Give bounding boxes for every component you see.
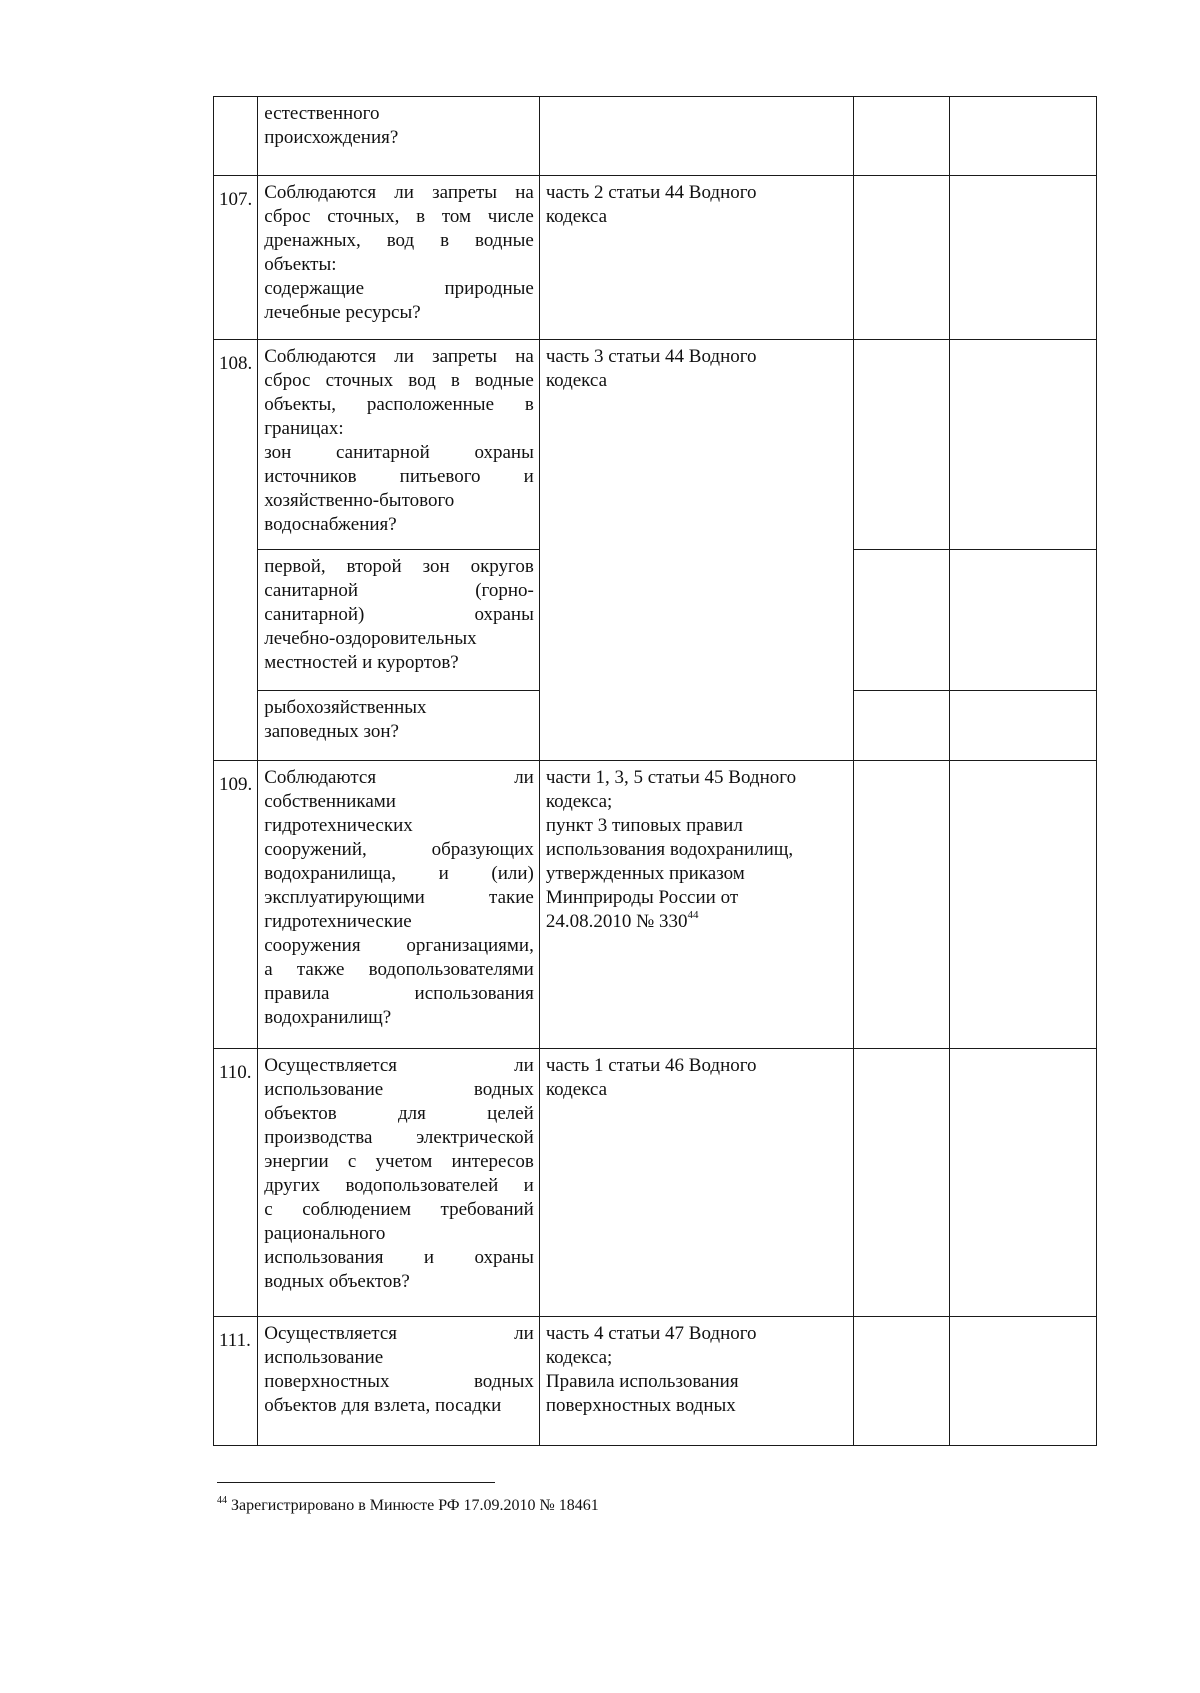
table-row bbox=[214, 1317, 1097, 1446]
footnote bbox=[217, 1497, 599, 1515]
text-line: использование bbox=[264, 1347, 384, 1368]
text-line: водохранилищ? bbox=[264, 1007, 392, 1028]
text-line: Правила использования bbox=[545, 1371, 739, 1392]
text-line: заповедных зон? bbox=[264, 721, 399, 742]
text-line: энергии с учетом интересов bbox=[264, 1151, 534, 1172]
answer-cell bbox=[853, 340, 950, 550]
text-line: часть 1 статьи 46 Водного bbox=[545, 1055, 757, 1076]
text-line: части 1, 3, 5 статьи 45 Водного bbox=[545, 767, 797, 788]
row-number: 107. bbox=[214, 176, 258, 340]
text-line: кодекса bbox=[545, 370, 608, 391]
checklist-table bbox=[213, 96, 1097, 1446]
note-cell bbox=[950, 97, 1097, 176]
legal-basis-cell bbox=[539, 1317, 853, 1446]
text-line: кодекса bbox=[545, 1079, 608, 1100]
question-cell bbox=[258, 176, 540, 340]
text-line: водоснабжения? bbox=[264, 514, 397, 535]
text-line: пункт 3 типовых правил bbox=[545, 815, 743, 836]
row-number: 108. bbox=[214, 340, 258, 761]
legal-basis-cell bbox=[539, 340, 853, 761]
text-line: объектов для взлета, посадки bbox=[264, 1395, 502, 1416]
text-line: утвержденных приказом bbox=[545, 863, 745, 884]
answer-cell bbox=[853, 97, 950, 176]
text-line: сооружения организациями, bbox=[264, 935, 534, 956]
note-cell bbox=[950, 176, 1097, 340]
text-line: хозяйственно-бытового bbox=[264, 490, 455, 511]
footnote-marker: 44 bbox=[217, 1495, 227, 1506]
table-row bbox=[214, 176, 1097, 340]
footnote-reference: 44 bbox=[687, 909, 699, 921]
text-line: Осуществляется ли bbox=[264, 1323, 534, 1344]
text-line: гидротехнических bbox=[264, 815, 413, 836]
question-cell bbox=[258, 1049, 540, 1317]
text-line: часть 2 статьи 44 Водного bbox=[545, 182, 757, 203]
text-line: правила использования bbox=[264, 983, 534, 1004]
note-cell bbox=[950, 1049, 1097, 1317]
question-cell bbox=[258, 550, 540, 691]
text-line: использование водных bbox=[264, 1079, 534, 1100]
text-line: Соблюдаются ли запреты на bbox=[264, 346, 534, 367]
table-row bbox=[214, 1049, 1097, 1317]
text-line: зон санитарной охраны bbox=[264, 442, 534, 463]
footnote-separator bbox=[217, 1482, 495, 1483]
legal-basis-cell bbox=[539, 97, 853, 176]
answer-cell bbox=[853, 550, 950, 691]
text-line: поверхностных водных bbox=[264, 1371, 534, 1392]
text-line: первой, второй зон округов bbox=[264, 556, 534, 577]
row-number: 109. bbox=[214, 761, 258, 1049]
text-line: лечебные ресурсы? bbox=[264, 302, 421, 323]
text-line: использования водохранилищ, bbox=[545, 839, 794, 860]
answer-cell bbox=[853, 691, 950, 761]
text-line: санитарной) охраны bbox=[264, 604, 534, 625]
text-line: других водопользователей и bbox=[264, 1175, 534, 1196]
question-cell bbox=[258, 97, 540, 176]
row-number: 111. bbox=[214, 1317, 258, 1446]
text-line: собственниками bbox=[264, 791, 396, 812]
note-cell bbox=[950, 340, 1097, 550]
text-line: водных объектов? bbox=[264, 1271, 410, 1292]
text-line: использования и охраны bbox=[264, 1247, 534, 1268]
text-line: санитарной (горно- bbox=[264, 580, 534, 601]
footnote-text: Зарегистрировано в Минюсте РФ 17.09.2010 № 18461 bbox=[231, 1497, 599, 1514]
legal-basis-cell bbox=[539, 176, 853, 340]
note-cell bbox=[950, 550, 1097, 691]
text-line: границах: bbox=[264, 418, 344, 439]
answer-cell bbox=[853, 761, 950, 1049]
text-line: происхождения? bbox=[264, 127, 399, 148]
text-line: с соблюдением требований bbox=[264, 1199, 534, 1220]
text-line: сооружений, образующих bbox=[264, 839, 534, 860]
text-line: Осуществляется ли bbox=[264, 1055, 534, 1076]
text-line: местностей и курортов? bbox=[264, 652, 459, 673]
text-line: кодекса bbox=[545, 206, 608, 227]
text-line: производства электрической bbox=[264, 1127, 534, 1148]
text-line: водохранилища, и (или) bbox=[264, 863, 534, 884]
row-number-cell bbox=[214, 97, 258, 176]
table-row bbox=[214, 97, 1097, 176]
text-line: лечебно-оздоровительных bbox=[264, 628, 477, 649]
text-line: Соблюдаются ли bbox=[264, 767, 534, 788]
legal-basis-cell bbox=[539, 761, 853, 1049]
question-cell bbox=[258, 1317, 540, 1446]
text-line: Соблюдаются ли запреты на bbox=[264, 182, 534, 203]
text-line: сброс сточных вод в водные bbox=[264, 370, 534, 391]
text-line: дренажных, вод в водные bbox=[264, 230, 534, 251]
question-cell bbox=[258, 761, 540, 1049]
text-line: кодекса; bbox=[545, 1347, 613, 1368]
text-line: объектов для целей bbox=[264, 1103, 534, 1124]
table-row bbox=[214, 340, 1097, 550]
answer-cell bbox=[853, 176, 950, 340]
text-line: гидротехнические bbox=[264, 911, 412, 932]
text-line: объекты, расположенные в bbox=[264, 394, 534, 415]
text-line: естественного bbox=[264, 103, 380, 124]
text-line: часть 3 статьи 44 Водного bbox=[545, 346, 757, 367]
text-line: рыбохозяйственных bbox=[264, 697, 427, 718]
question-cell bbox=[258, 340, 540, 550]
text-line: сброс сточных, в том числе bbox=[264, 206, 534, 227]
text-line: содержащие природные bbox=[264, 278, 534, 299]
answer-cell bbox=[853, 1317, 950, 1446]
text-line: часть 4 статьи 47 Водного bbox=[545, 1323, 757, 1344]
note-cell bbox=[950, 1317, 1097, 1446]
text-line: Минприроды России от bbox=[545, 887, 739, 908]
text-line: 24.08.2010 № $330^{44}$ bbox=[545, 909, 699, 932]
note-cell bbox=[950, 691, 1097, 761]
table-row bbox=[214, 761, 1097, 1049]
text-line: а также водопользователями bbox=[264, 959, 534, 980]
note-cell bbox=[950, 761, 1097, 1049]
text-line: поверхностных водных bbox=[545, 1395, 736, 1416]
row-number: 110. bbox=[214, 1049, 258, 1317]
text-line: кодекса; bbox=[545, 791, 613, 812]
text-line: объекты: bbox=[264, 254, 337, 275]
legal-basis-cell bbox=[539, 1049, 853, 1317]
answer-cell bbox=[853, 1049, 950, 1317]
text-line: рационального bbox=[264, 1223, 386, 1244]
question-cell bbox=[258, 691, 540, 761]
text-line: эксплуатирующими такие bbox=[264, 887, 534, 908]
text-line: источников питьевого и bbox=[264, 466, 534, 487]
